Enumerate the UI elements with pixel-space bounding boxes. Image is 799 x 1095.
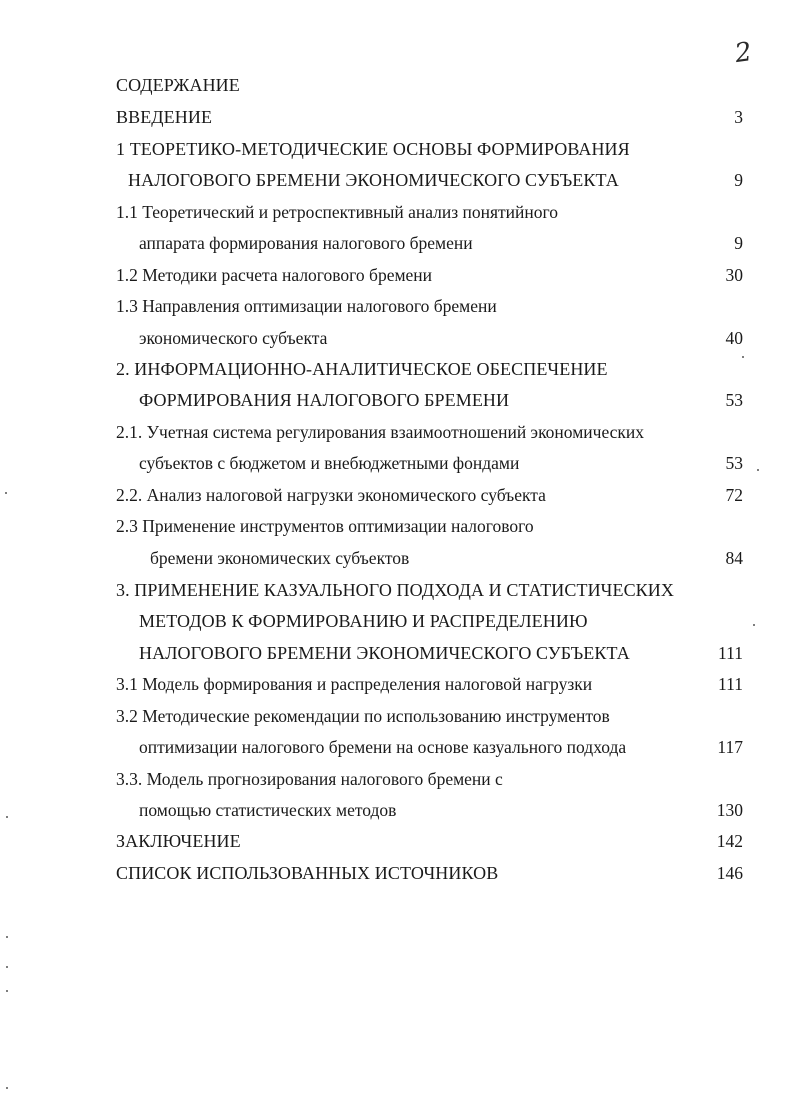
scan-speck bbox=[6, 1087, 8, 1089]
toc-entry-line: 2.1. Учетная система регулирования взаимоотношений экономических bbox=[116, 422, 645, 442]
toc-entry-line: 2.3 Применение инструментов оптимизации налогового bbox=[116, 516, 534, 536]
toc-entry-line: бремени экономических субъектов bbox=[150, 548, 410, 568]
toc-entry-line: оптимизации налогового бремени на основе казуального подхода bbox=[139, 737, 627, 757]
scan-speck bbox=[6, 936, 8, 938]
scan-speck bbox=[5, 492, 7, 494]
toc-page-number: 117 bbox=[717, 737, 743, 757]
toc-entry-line: ЗАКЛЮЧЕНИЕ bbox=[116, 831, 241, 851]
toc-entry-line: 1.2 Методики расчета налогового бремени bbox=[116, 265, 433, 285]
scan-speck bbox=[6, 966, 8, 968]
toc-page-number: 72 bbox=[725, 485, 743, 505]
toc-entry-line: НАЛОГОВОГО БРЕМЕНИ ЭКОНОМИЧЕСКОГО СУБЪЕКТА bbox=[128, 170, 619, 190]
toc-entry-line: ВВЕДЕНИЕ bbox=[116, 107, 213, 127]
toc-entry-line: НАЛОГОВОГО БРЕМЕНИ ЭКОНОМИЧЕСКОГО СУБЪЕКТА bbox=[139, 643, 630, 663]
toc-entry-line: 1 ТЕОРЕТИКО-МЕТОДИЧЕСКИЕ ОСНОВЫ ФОРМИРОВАНИЯ bbox=[116, 139, 630, 159]
toc-page-number: 53 bbox=[725, 390, 743, 410]
toc-page-number: 111 bbox=[718, 674, 743, 694]
toc-entry-line: 3.2 Методические рекомендации по использованию инструментов bbox=[116, 706, 610, 726]
toc-entry-line: 3. ПРИМЕНЕНИЕ КАЗУАЛЬНОГО ПОДХОДА И СТАТИСТИЧЕСКИХ bbox=[116, 580, 674, 600]
scan-speck bbox=[753, 624, 755, 626]
toc-heading: СОДЕРЖАНИЕ bbox=[116, 75, 240, 95]
toc-entry-line: 1.3 Направления оптимизации налогового бремени bbox=[116, 296, 497, 316]
toc-page-number: 53 bbox=[725, 453, 743, 473]
toc-entry-line: экономического субъекта bbox=[139, 328, 328, 348]
toc-page-number: 84 bbox=[725, 548, 743, 568]
scan-speck bbox=[757, 469, 759, 471]
toc-page-number: 3 bbox=[734, 107, 743, 127]
toc-entry-line: 3.1 Модель формирования и распределения налоговой нагрузки bbox=[116, 674, 593, 694]
toc-page-number: 9 bbox=[734, 233, 743, 253]
toc-entry-line: ФОРМИРОВАНИЯ НАЛОГОВОГО БРЕМЕНИ bbox=[139, 390, 510, 410]
handwritten-page-number: 2 bbox=[732, 36, 754, 70]
toc-page-number: 111 bbox=[718, 643, 743, 663]
toc-entry-line: 2.2. Анализ налоговой нагрузки экономического субъекта bbox=[116, 485, 546, 505]
scan-speck bbox=[6, 816, 8, 818]
toc-page-number: 40 bbox=[725, 328, 743, 348]
toc-entry-line: 2. ИНФОРМАЦИОННО-АНАЛИТИЧЕСКОЕ ОБЕСПЕЧЕНИЕ bbox=[116, 359, 608, 379]
toc-entry-line: СПИСОК ИСПОЛЬЗОВАННЫХ ИСТОЧНИКОВ bbox=[116, 863, 499, 883]
toc-page-number: 146 bbox=[716, 863, 743, 883]
toc-page-number: 30 bbox=[725, 265, 743, 285]
scan-speck bbox=[6, 990, 8, 992]
toc-entry-line: помощью статистических методов bbox=[139, 800, 397, 820]
scan-speck bbox=[742, 356, 744, 358]
toc-entry-line: МЕТОДОВ К ФОРМИРОВАНИЮ И РАСПРЕДЕЛЕНИЮ bbox=[139, 611, 588, 631]
toc-entry-line: субъектов с бюджетом и внебюджетными фондами bbox=[139, 453, 520, 473]
toc-entry-line: 1.1 Теоретический и ретроспективный анализ понятийного bbox=[116, 202, 559, 222]
toc-entry-line: аппарата формирования налогового бремени bbox=[139, 233, 473, 253]
toc-entry-line: 3.3. Модель прогнозирования налогового бремени с bbox=[116, 769, 503, 789]
toc-page-number: 9 bbox=[734, 170, 743, 190]
toc-page-number: 130 bbox=[716, 800, 743, 820]
toc-page-number: 142 bbox=[716, 831, 743, 851]
